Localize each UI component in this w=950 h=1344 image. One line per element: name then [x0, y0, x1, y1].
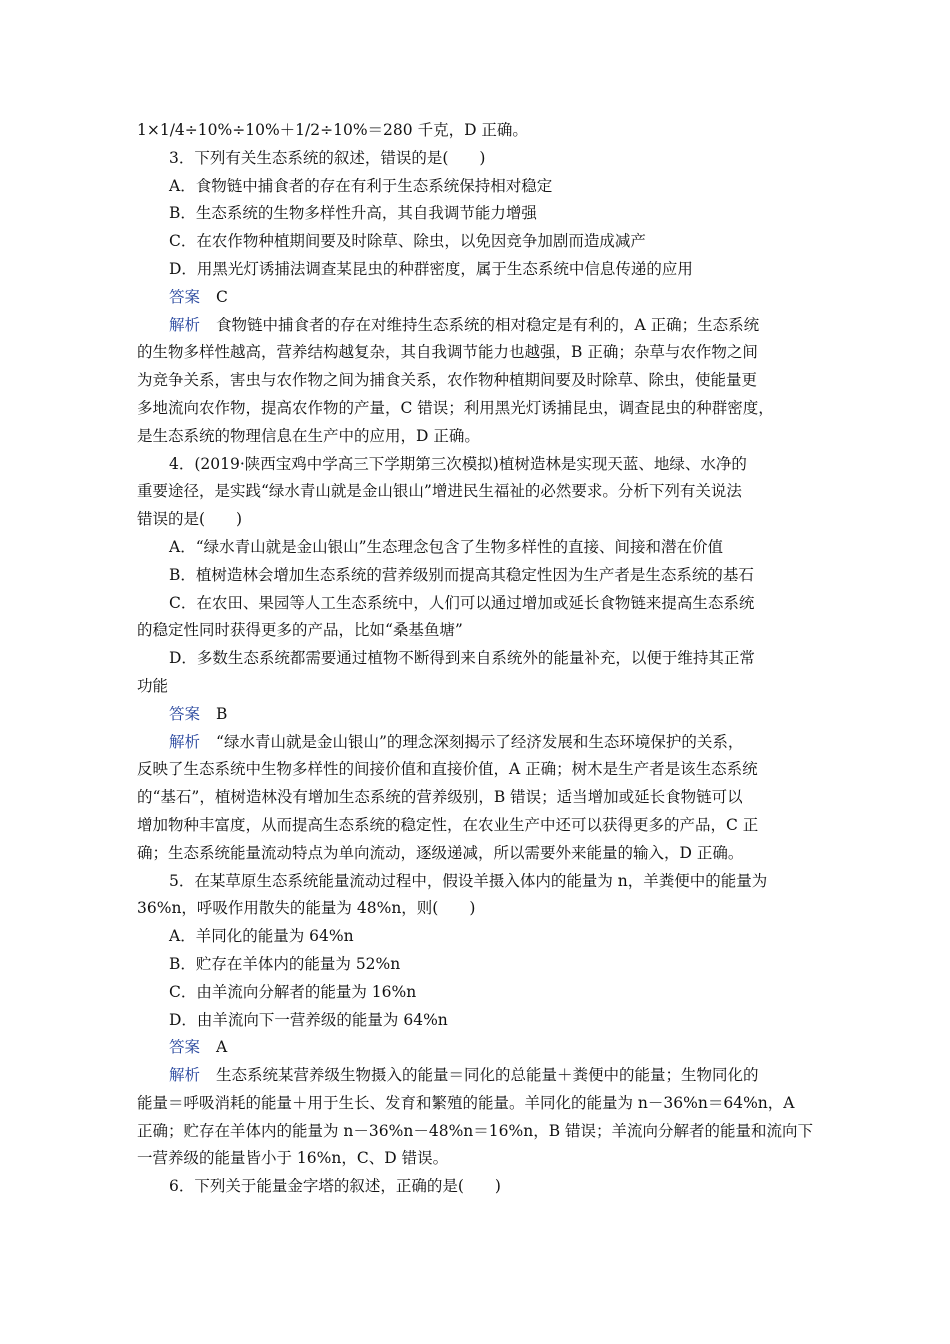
- text-line: 的生物多样性越高，营养结构越复杂，其自我调节能力也越强，B 正确；杂草与农作物之间: [137, 343, 758, 362]
- text-line: 确；生态系统能量流动特点为单向流动，逐级递减，所以需要外来能量的输入，D 正确。: [137, 843, 744, 862]
- analysis-label: 解析: [169, 1066, 201, 1085]
- analysis-text: 生态系统某营养级生物摄入的能量＝同化的总能量＋粪便中的能量；生物同化的: [216, 1066, 759, 1085]
- document-page: [137, 117, 817, 1201]
- answer-line: [137, 701, 817, 729]
- text-line: 一营养级的能量皆小于 16%n，C、D 错误。: [137, 1149, 449, 1168]
- answer-label: 答案: [169, 1038, 201, 1057]
- text-line: 增加物种丰富度，从而提高生态系统的稳定性，在农业生产中还可以获得更多的产品，C 正: [137, 815, 759, 834]
- question-3-stem: 3．下列有关生态系统的叙述，错误的是( ): [169, 148, 486, 167]
- option-c: C．在农田、果园等人工生态系统中，人们可以通过增加或延长食物链来提高生态系统: [169, 593, 755, 612]
- text-line: 功能: [137, 676, 169, 695]
- option-c: C．在农作物种植期间要及时除草、除虫，以免因竞争加剧而造成减产: [169, 232, 646, 251]
- question-6-stem: 6．下列关于能量金字塔的叙述，正确的是( ): [169, 1177, 501, 1196]
- option-b: B．生态系统的生物多样性升高，其自我调节能力增强: [169, 204, 537, 223]
- analysis-label: 解析: [169, 732, 201, 751]
- text-line: 为竞争关系，害虫与农作物之间为捕食关系，农作物种植期间要及时除草、除虫，使能量更: [137, 371, 758, 390]
- analysis-text: “绿水青山就是金山银山”的理念深刻揭示了经济发展和生态环境保护的关系，: [216, 732, 744, 751]
- text-line: 正确；贮存在羊体内的能量为 n－36%n－48%n＝16%n，B 错误；羊流向分解者的能量和流向下: [137, 1121, 814, 1140]
- analysis-line: [137, 1062, 817, 1090]
- question-4-stem: 4．(2019·陕西宝鸡中学高三下学期第三次模拟)植树造林是实现天蓝、地绿、水净的: [169, 454, 747, 473]
- text-line: 36%n，呼吸作用散失的能量为 48%n，则( ): [137, 899, 476, 918]
- question-5-stem: 5．在某草原生态系统能量流动过程中，假设羊摄入体内的能量为 n，羊粪便中的能量为: [169, 871, 768, 890]
- option-a: A．食物链中捕食者的存在有利于生态系统保持相对稳定: [169, 176, 553, 195]
- text-line: 是生态系统的物理信息在生产中的应用，D 正确。: [137, 426, 480, 445]
- option-d: D．由羊流向下一营养级的能量为 64%n: [169, 1010, 448, 1029]
- text-line: 重要途径，是实践“绿水青山就是金山银山”增进民生福祉的必然要求。分析下列有关说法: [137, 482, 742, 501]
- text-line: 错误的是( ): [137, 510, 243, 529]
- analysis-label: 解析: [169, 315, 201, 334]
- answer-line: [137, 284, 817, 312]
- option-b: B．贮存在羊体内的能量为 52%n: [169, 954, 401, 973]
- text-line: 反映了生态系统中生物多样性的间接价值和直接价值，A 正确；树木是生产者是该生态系统: [137, 760, 758, 779]
- option-d: D．多数生态系统都需要通过植物不断得到来自系统外的能量补充，以便于维持其正常: [169, 649, 755, 668]
- answer-line: [137, 1034, 817, 1062]
- answer-value: C: [216, 287, 228, 306]
- option-c: C．由羊流向分解者的能量为 16%n: [169, 982, 417, 1001]
- analysis-line: [137, 312, 817, 340]
- option-a: A．羊同化的能量为 64%n: [169, 927, 354, 946]
- analysis-text: 食物链中捕食者的存在对维持生态系统的相对稳定是有利的，A 正确；生态系统: [216, 315, 760, 334]
- answer-value: A: [216, 1038, 228, 1057]
- analysis-line: [137, 729, 817, 757]
- answer-value: B: [216, 704, 228, 723]
- text-line: 多地流向农作物，提高农作物的产量，C 错误；利用黑光灯诱捕昆虫，调查昆虫的种群密度，: [137, 398, 774, 417]
- option-d: D．用黑光灯诱捕法调查某昆虫的种群密度，属于生态系统中信息传递的应用: [169, 259, 693, 278]
- text-line: 能量＝呼吸消耗的能量＋用于生长、发育和繁殖的能量。羊同化的能量为 n－36%n＝64%n，A: [137, 1093, 795, 1112]
- text-line: 的稳定性同时获得更多的产品，比如“桑基鱼塘”: [137, 621, 463, 640]
- text-line: 1×1/4÷10%÷10%＋1/2÷10%＝280 千克，D 正确。: [137, 121, 528, 139]
- option-b: B．植树造林会增加生态系统的营养级别而提高其稳定性因为生产者是生态系统的基石: [169, 565, 754, 584]
- answer-label: 答案: [169, 287, 201, 306]
- answer-label: 答案: [169, 704, 201, 723]
- text-line: 的“基石”，植树造林没有增加生态系统的营养级别，B 错误；适当增加或延长食物链可以: [137, 788, 743, 807]
- option-a: A．“绿水青山就是金山银山”生态理念包含了生物多样性的直接、间接和潜在价值: [169, 537, 724, 556]
